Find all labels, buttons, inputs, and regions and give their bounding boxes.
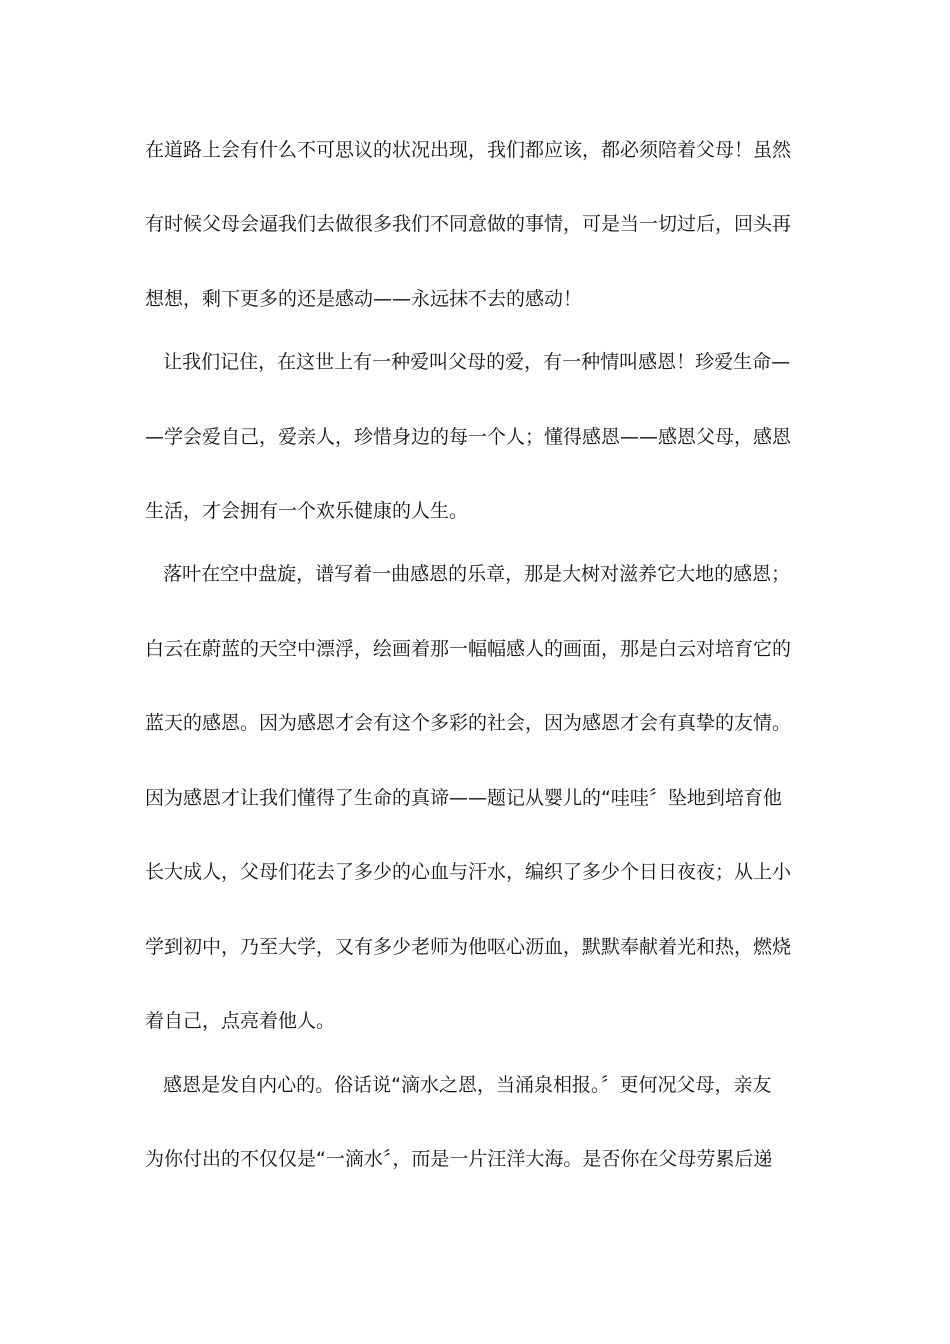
text-line: 白云在蔚蓝的天空中漂浮，绘画着那一幅幅感人的画面，那是白云对培育它的 xyxy=(145,638,792,660)
text-line: 长大成人，父母们花去了多少的心血与汗水，编织了多少个日日夜夜；从上小 xyxy=(145,861,792,883)
text-line: 生活，才会拥有一个欢乐健康的人生。 xyxy=(145,500,469,522)
paragraph-start-line: 落叶在空中盘旋，谱写着一曲感恩的乐章，那是大树对滋养它大地的感恩； xyxy=(145,563,791,585)
text-line: 为你付出的不仅仅是“一滴水〞，而是一片汪洋大海。是否你在父母劳累后递 xyxy=(145,1148,773,1170)
text-line: —学会爱自己，爱亲人，珍惜身边的每一个人；懂得感恩——感恩父母，感恩 xyxy=(145,426,792,448)
text-line: 蓝天的感恩。因为感恩才会有这个多彩的社会，因为感恩才会有真挚的友情。 xyxy=(145,712,792,734)
text-line: 着自己，点亮着他人。 xyxy=(145,1010,336,1032)
paragraph-start-line: 感恩是发自内心的。俗话说“滴水之恩，当涌泉相报。〞更何况父母，亲友 xyxy=(145,1074,772,1096)
text-line: 有时候父母会逼我们去做很多我们不同意做的事情，可是当一切过后，回头再 xyxy=(145,213,792,235)
text-line: 学到初中，乃至大学，又有多少老师为他呕心沥血，默默奉献着光和热，燃烧 xyxy=(145,936,792,958)
text-line: 在道路上会有什么不可思议的状况出现，我们都应该，都必须陪着父母！虽然 xyxy=(145,139,792,161)
text-line: 因为感恩才让我们懂得了生命的真谛——题记从婴儿的“哇哇〞坠地到培育他 xyxy=(145,787,782,809)
text-line: 想想，剩下更多的还是感动——永远抹不去的感动！ xyxy=(145,288,583,310)
paragraph-start-line: 让我们记住，在这世上有一种爱叫父母的爱，有一种情叫感恩！珍爱生命— xyxy=(145,351,791,373)
